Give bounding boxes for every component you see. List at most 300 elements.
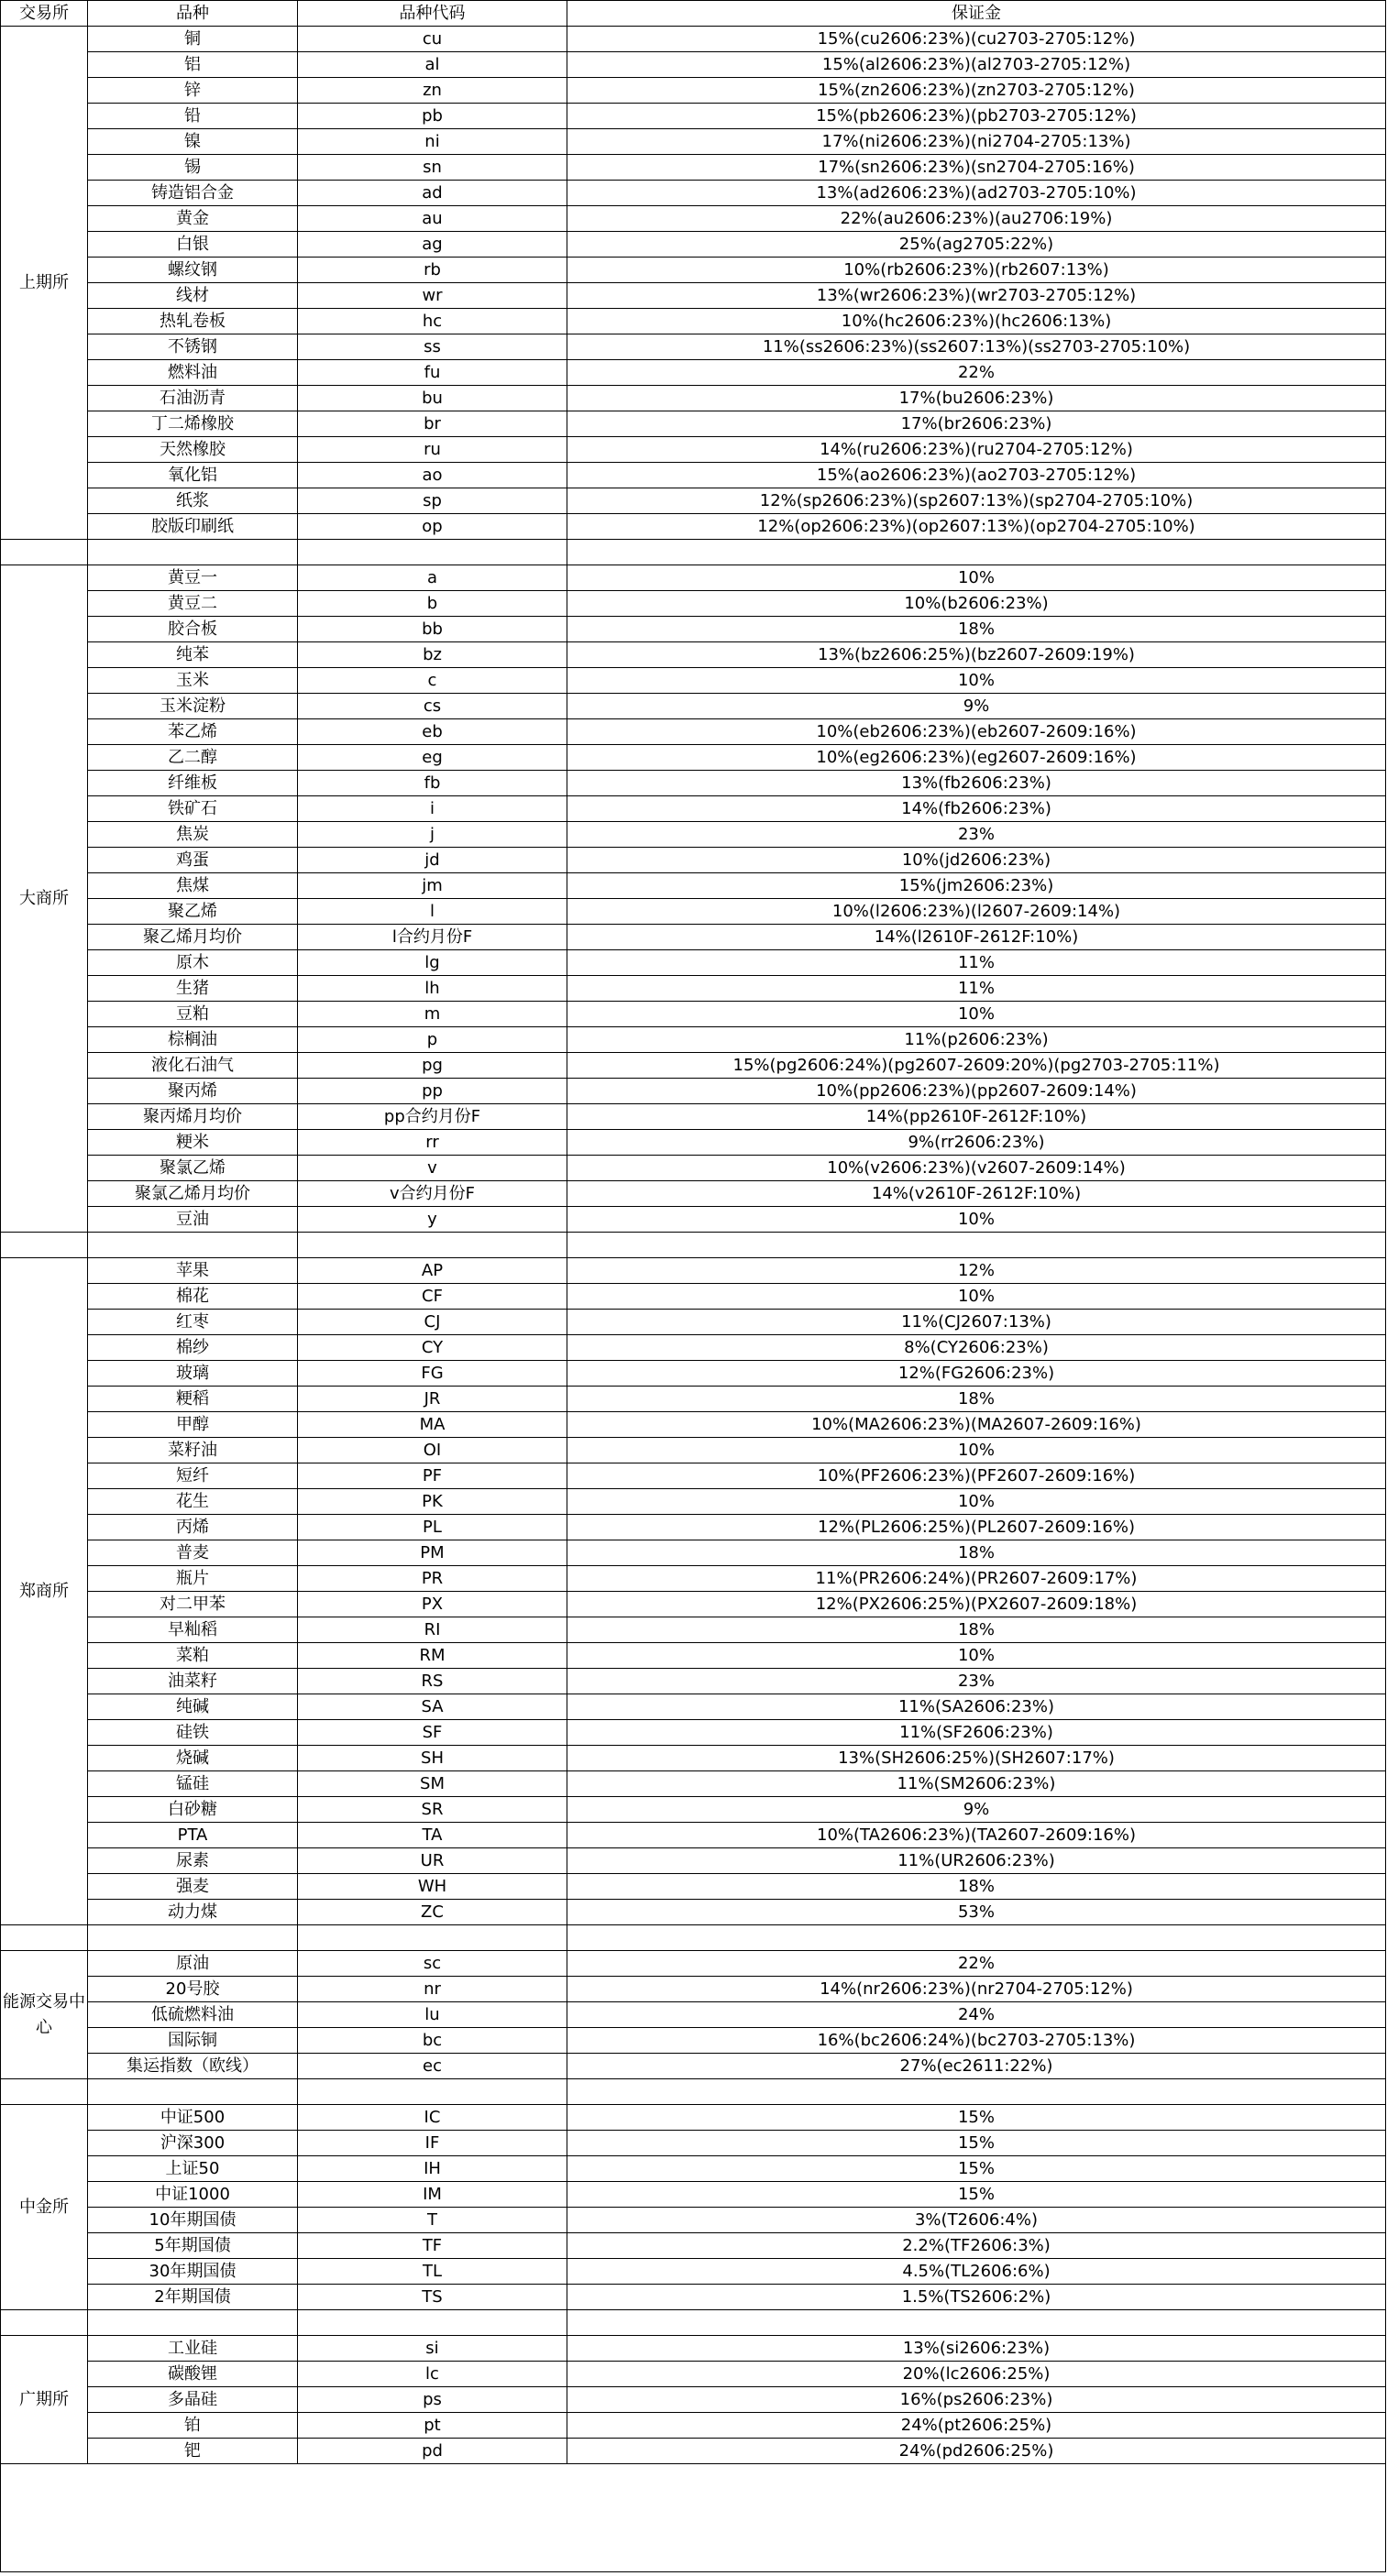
variety-cell[interactable]: 铸造铝合金 [88, 181, 298, 206]
margin-cell[interactable]: 10%(jd2606:23%) [567, 848, 1386, 873]
empty-cell[interactable] [88, 2079, 298, 2105]
margin-cell[interactable]: 16%(ps2606:23%) [567, 2387, 1386, 2413]
code-cell[interactable]: i [298, 796, 567, 822]
empty-cell[interactable] [88, 1233, 298, 1258]
variety-cell[interactable]: 白砂糖 [88, 1797, 298, 1823]
margin-cell[interactable]: 10% [567, 1002, 1386, 1027]
code-cell[interactable]: lh [298, 976, 567, 1002]
code-cell[interactable]: m [298, 1002, 567, 1027]
code-cell[interactable]: IH [298, 2156, 567, 2182]
margin-cell[interactable]: 14%(nr2606:23%)(nr2704-2705:12%) [567, 1977, 1386, 2002]
code-cell[interactable]: ag [298, 232, 567, 258]
code-cell[interactable]: SF [298, 1720, 567, 1746]
variety-cell[interactable]: 花生 [88, 1489, 298, 1515]
margin-cell[interactable]: 10%(eb2606:23%)(eb2607-2609:16%) [567, 719, 1386, 745]
code-cell[interactable]: cu [298, 27, 567, 52]
variety-cell[interactable]: 甲醇 [88, 1412, 298, 1438]
variety-cell[interactable]: 国际铜 [88, 2028, 298, 2054]
variety-cell[interactable]: 聚丙烯 [88, 1079, 298, 1104]
variety-cell[interactable]: 上证50 [88, 2156, 298, 2182]
variety-cell[interactable]: 纤维板 [88, 771, 298, 796]
header-variety[interactable]: 品种 [88, 1, 298, 27]
margin-cell[interactable]: 11%(SM2606:23%) [567, 1771, 1386, 1797]
code-cell[interactable]: v [298, 1156, 567, 1181]
code-cell[interactable]: pt [298, 2413, 567, 2439]
exchange-cell[interactable]: 广期所 [1, 2336, 88, 2464]
variety-cell[interactable]: 早籼稻 [88, 1617, 298, 1643]
margin-cell[interactable]: 18% [567, 1874, 1386, 1900]
variety-cell[interactable]: 锰硅 [88, 1771, 298, 1797]
code-cell[interactable]: PR [298, 1566, 567, 1592]
variety-cell[interactable]: 10年期国债 [88, 2208, 298, 2233]
margin-cell[interactable]: 11%(SA2606:23%) [567, 1694, 1386, 1720]
margin-cell[interactable]: 22%(au2606:23%)(au2706:19%) [567, 206, 1386, 232]
margin-cell[interactable]: 10% [567, 668, 1386, 694]
variety-cell[interactable]: 动力煤 [88, 1900, 298, 1925]
code-cell[interactable]: wr [298, 283, 567, 309]
code-cell[interactable]: lc [298, 2362, 567, 2387]
code-cell[interactable]: sp [298, 488, 567, 514]
empty-cell[interactable] [88, 540, 298, 565]
variety-cell[interactable]: 中证1000 [88, 2182, 298, 2208]
margin-cell[interactable]: 17%(bu2606:23%) [567, 386, 1386, 411]
margin-cell[interactable]: 10% [567, 1489, 1386, 1515]
margin-cell[interactable]: 11%(p2606:23%) [567, 1027, 1386, 1053]
margin-cell[interactable]: 13%(SH2606:25%)(SH2607:17%) [567, 1746, 1386, 1771]
variety-cell[interactable]: 粳稻 [88, 1387, 298, 1412]
margin-cell[interactable]: 3%(T2606:4%) [567, 2208, 1386, 2233]
code-cell[interactable]: j [298, 822, 567, 848]
margin-cell[interactable]: 18% [567, 1617, 1386, 1643]
variety-cell[interactable]: 锡 [88, 155, 298, 181]
code-cell[interactable]: RM [298, 1643, 567, 1669]
variety-cell[interactable]: 苯乙烯 [88, 719, 298, 745]
variety-cell[interactable]: 鸡蛋 [88, 848, 298, 873]
code-cell[interactable]: SR [298, 1797, 567, 1823]
code-cell[interactable]: rr [298, 1130, 567, 1156]
code-cell[interactable]: zn [298, 78, 567, 104]
variety-cell[interactable]: 线材 [88, 283, 298, 309]
margin-cell[interactable]: 1.5%(TS2606:2%) [567, 2285, 1386, 2310]
code-cell[interactable]: ao [298, 463, 567, 488]
code-cell[interactable]: SA [298, 1694, 567, 1720]
header-code[interactable]: 品种代码 [298, 1, 567, 27]
margin-cell[interactable]: 20%(lc2606:25%) [567, 2362, 1386, 2387]
code-cell[interactable]: si [298, 2336, 567, 2362]
code-cell[interactable]: RI [298, 1617, 567, 1643]
variety-cell[interactable]: 黄金 [88, 206, 298, 232]
variety-cell[interactable]: 玉米淀粉 [88, 694, 298, 719]
empty-cell[interactable] [298, 1233, 567, 1258]
margin-cell[interactable]: 10% [567, 1284, 1386, 1310]
variety-cell[interactable]: 棉花 [88, 1284, 298, 1310]
code-cell[interactable]: TF [298, 2233, 567, 2259]
empty-cell[interactable] [567, 2310, 1386, 2336]
code-cell[interactable]: fb [298, 771, 567, 796]
margin-cell[interactable]: 18% [567, 1387, 1386, 1412]
exchange-cell[interactable]: 郑商所 [1, 1258, 88, 1925]
margin-cell[interactable]: 10% [567, 1207, 1386, 1233]
margin-cell[interactable]: 27%(ec2611:22%) [567, 2054, 1386, 2079]
margin-cell[interactable]: 9% [567, 1797, 1386, 1823]
variety-cell[interactable]: 不锈钢 [88, 334, 298, 360]
margin-cell[interactable]: 17%(sn2606:23%)(sn2704-2705:16%) [567, 155, 1386, 181]
code-cell[interactable]: hc [298, 309, 567, 334]
variety-cell[interactable]: 铜 [88, 27, 298, 52]
variety-cell[interactable]: 瓶片 [88, 1566, 298, 1592]
margin-cell[interactable]: 4.5%(TL2606:6%) [567, 2259, 1386, 2285]
margin-cell[interactable]: 15%(pb2606:23%)(pb2703-2705:12%) [567, 104, 1386, 129]
variety-cell[interactable]: 集运指数（欧线） [88, 2054, 298, 2079]
code-cell[interactable]: PK [298, 1489, 567, 1515]
code-cell[interactable]: PX [298, 1592, 567, 1617]
code-cell[interactable]: ss [298, 334, 567, 360]
margin-cell[interactable]: 11%(SF2606:23%) [567, 1720, 1386, 1746]
empty-cell[interactable] [1, 1233, 88, 1258]
code-cell[interactable]: WH [298, 1874, 567, 1900]
code-cell[interactable]: sn [298, 155, 567, 181]
code-cell[interactable]: TL [298, 2259, 567, 2285]
code-cell[interactable]: eg [298, 745, 567, 771]
code-cell[interactable]: ps [298, 2387, 567, 2413]
code-cell[interactable]: nr [298, 1977, 567, 2002]
header-margin[interactable]: 保证金 [567, 1, 1386, 27]
variety-cell[interactable]: 玻璃 [88, 1361, 298, 1387]
empty-cell[interactable] [567, 540, 1386, 565]
margin-cell[interactable]: 15% [567, 2131, 1386, 2156]
code-cell[interactable]: bb [298, 617, 567, 642]
margin-cell[interactable]: 53% [567, 1900, 1386, 1925]
code-cell[interactable]: lu [298, 2002, 567, 2028]
empty-cell[interactable] [1, 2079, 88, 2105]
margin-cell[interactable]: 13%(si2606:23%) [567, 2336, 1386, 2362]
code-cell[interactable]: rb [298, 258, 567, 283]
variety-cell[interactable]: 铝 [88, 52, 298, 78]
variety-cell[interactable]: 烧碱 [88, 1746, 298, 1771]
variety-cell[interactable]: 5年期国债 [88, 2233, 298, 2259]
margin-cell[interactable]: 24%(pd2606:25%) [567, 2439, 1386, 2464]
margin-cell[interactable]: 15%(pg2606:24%)(pg2607-2609:20%)(pg2703-2705:11%) [567, 1053, 1386, 1079]
margin-cell[interactable]: 10%(PF2606:23%)(PF2607-2609:16%) [567, 1463, 1386, 1489]
code-cell[interactable]: PF [298, 1463, 567, 1489]
margin-cell[interactable]: 12%(FG2606:23%) [567, 1361, 1386, 1387]
variety-cell[interactable]: 碳酸锂 [88, 2362, 298, 2387]
variety-cell[interactable]: 原油 [88, 1951, 298, 1977]
code-cell[interactable]: ZC [298, 1900, 567, 1925]
margin-cell[interactable]: 15% [567, 2105, 1386, 2131]
empty-cell[interactable] [567, 2079, 1386, 2105]
variety-cell[interactable]: 聚乙烯 [88, 899, 298, 925]
code-cell[interactable]: lg [298, 950, 567, 976]
variety-cell[interactable]: 铅 [88, 104, 298, 129]
margin-cell[interactable]: 18% [567, 617, 1386, 642]
code-cell[interactable]: ec [298, 2054, 567, 2079]
empty-cell[interactable] [298, 1925, 567, 1951]
margin-cell[interactable]: 11%(ss2606:23%)(ss2607:13%)(ss2703-2705:10%) [567, 334, 1386, 360]
exchange-cell[interactable]: 上期所 [1, 27, 88, 540]
margin-cell[interactable]: 10%(b2606:23%) [567, 591, 1386, 617]
margin-cell[interactable]: 14%(fb2606:23%) [567, 796, 1386, 822]
margin-cell[interactable]: 13%(fb2606:23%) [567, 771, 1386, 796]
code-cell[interactable]: eb [298, 719, 567, 745]
variety-cell[interactable]: 铂 [88, 2413, 298, 2439]
code-cell[interactable]: TA [298, 1823, 567, 1848]
variety-cell[interactable]: 聚氯乙烯 [88, 1156, 298, 1181]
variety-cell[interactable]: 丁二烯橡胶 [88, 411, 298, 437]
empty-cell[interactable] [1, 1925, 88, 1951]
variety-cell[interactable]: 白银 [88, 232, 298, 258]
margin-cell[interactable]: 10%(eg2606:23%)(eg2607-2609:16%) [567, 745, 1386, 771]
code-cell[interactable]: pp合约月份F [298, 1104, 567, 1130]
code-cell[interactable]: T [298, 2208, 567, 2233]
code-cell[interactable]: op [298, 514, 567, 540]
variety-cell[interactable]: PTA [88, 1823, 298, 1848]
variety-cell[interactable]: 豆油 [88, 1207, 298, 1233]
margin-cell[interactable]: 10% [567, 1438, 1386, 1463]
variety-cell[interactable]: 镍 [88, 129, 298, 155]
variety-cell[interactable]: 热轧卷板 [88, 309, 298, 334]
empty-cell[interactable] [298, 540, 567, 565]
margin-cell[interactable]: 15%(zn2606:23%)(zn2703-2705:12%) [567, 78, 1386, 104]
variety-cell[interactable]: 氧化铝 [88, 463, 298, 488]
code-cell[interactable]: UR [298, 1848, 567, 1874]
variety-cell[interactable]: 中证500 [88, 2105, 298, 2131]
variety-cell[interactable]: 纯碱 [88, 1694, 298, 1720]
margin-cell[interactable]: 13%(ad2606:23%)(ad2703-2705:10%) [567, 181, 1386, 206]
code-cell[interactable]: pp [298, 1079, 567, 1104]
variety-cell[interactable]: 丙烯 [88, 1515, 298, 1540]
margin-cell[interactable]: 12%(op2606:23%)(op2607:13%)(op2704-2705:10%) [567, 514, 1386, 540]
code-cell[interactable]: ni [298, 129, 567, 155]
variety-cell[interactable]: 聚氯乙烯月均价 [88, 1181, 298, 1207]
margin-cell[interactable]: 15% [567, 2182, 1386, 2208]
code-cell[interactable]: y [298, 1207, 567, 1233]
variety-cell[interactable]: 多晶硅 [88, 2387, 298, 2413]
variety-cell[interactable]: 胶版印刷纸 [88, 514, 298, 540]
variety-cell[interactable]: 乙二醇 [88, 745, 298, 771]
code-cell[interactable]: SM [298, 1771, 567, 1797]
code-cell[interactable]: pg [298, 1053, 567, 1079]
margin-cell[interactable]: 9% [567, 694, 1386, 719]
code-cell[interactable]: TS [298, 2285, 567, 2310]
code-cell[interactable]: pb [298, 104, 567, 129]
margin-cell[interactable]: 10%(v2606:23%)(v2607-2609:14%) [567, 1156, 1386, 1181]
code-cell[interactable]: IF [298, 2131, 567, 2156]
variety-cell[interactable]: 焦煤 [88, 873, 298, 899]
variety-cell[interactable]: 菜籽油 [88, 1438, 298, 1463]
variety-cell[interactable]: 天然橡胶 [88, 437, 298, 463]
code-cell[interactable]: l合约月份F [298, 925, 567, 950]
variety-cell[interactable]: 聚乙烯月均价 [88, 925, 298, 950]
margin-cell[interactable]: 13%(wr2606:23%)(wr2703-2705:12%) [567, 283, 1386, 309]
margin-cell[interactable]: 10% [567, 1643, 1386, 1669]
variety-cell[interactable]: 生猪 [88, 976, 298, 1002]
margin-cell[interactable]: 11%(PR2606:24%)(PR2607-2609:17%) [567, 1566, 1386, 1592]
variety-cell[interactable]: 钯 [88, 2439, 298, 2464]
variety-cell[interactable]: 棉纱 [88, 1335, 298, 1361]
variety-cell[interactable]: 纯苯 [88, 642, 298, 668]
code-cell[interactable]: AP [298, 1258, 567, 1284]
empty-cell[interactable] [567, 1233, 1386, 1258]
code-cell[interactable]: RS [298, 1669, 567, 1694]
code-cell[interactable]: IC [298, 2105, 567, 2131]
empty-cell[interactable] [567, 1925, 1386, 1951]
margin-cell[interactable]: 11% [567, 976, 1386, 1002]
margin-cell[interactable]: 14%(pp2610F-2612F:10%) [567, 1104, 1386, 1130]
code-cell[interactable]: ru [298, 437, 567, 463]
margin-cell[interactable]: 10%(pp2606:23%)(pp2607-2609:14%) [567, 1079, 1386, 1104]
exchange-cell[interactable]: 大商所 [1, 565, 88, 1233]
header-exchange[interactable]: 交易所 [1, 1, 88, 27]
code-cell[interactable]: IM [298, 2182, 567, 2208]
variety-cell[interactable]: 原木 [88, 950, 298, 976]
code-cell[interactable]: p [298, 1027, 567, 1053]
variety-cell[interactable]: 短纤 [88, 1463, 298, 1489]
empty-cell[interactable] [1, 540, 88, 565]
margin-cell[interactable]: 8%(CY2606:23%) [567, 1335, 1386, 1361]
margin-cell[interactable]: 22% [567, 360, 1386, 386]
code-cell[interactable]: MA [298, 1412, 567, 1438]
empty-cell[interactable] [88, 1925, 298, 1951]
margin-cell[interactable]: 11% [567, 950, 1386, 976]
variety-cell[interactable]: 普麦 [88, 1540, 298, 1566]
variety-cell[interactable]: 液化石油气 [88, 1053, 298, 1079]
code-cell[interactable]: jd [298, 848, 567, 873]
margin-cell[interactable]: 15% [567, 2156, 1386, 2182]
margin-cell[interactable]: 12%(PL2606:25%)(PL2607-2609:16%) [567, 1515, 1386, 1540]
variety-cell[interactable]: 锌 [88, 78, 298, 104]
variety-cell[interactable]: 黄豆二 [88, 591, 298, 617]
variety-cell[interactable]: 2年期国债 [88, 2285, 298, 2310]
variety-cell[interactable]: 黄豆一 [88, 565, 298, 591]
empty-cell[interactable] [298, 2079, 567, 2105]
code-cell[interactable]: bc [298, 2028, 567, 2054]
empty-cell[interactable] [1, 2310, 88, 2336]
code-cell[interactable]: SH [298, 1746, 567, 1771]
variety-cell[interactable]: 尿素 [88, 1848, 298, 1874]
margin-cell[interactable]: 16%(bc2606:24%)(bc2703-2705:13%) [567, 2028, 1386, 2054]
variety-cell[interactable]: 石油沥青 [88, 386, 298, 411]
code-cell[interactable]: CJ [298, 1310, 567, 1335]
margin-cell[interactable]: 12% [567, 1258, 1386, 1284]
code-cell[interactable]: CF [298, 1284, 567, 1310]
code-cell[interactable]: v合约月份F [298, 1181, 567, 1207]
code-cell[interactable]: bz [298, 642, 567, 668]
margin-cell[interactable]: 9%(rr2606:23%) [567, 1130, 1386, 1156]
margin-cell[interactable]: 22% [567, 1951, 1386, 1977]
variety-cell[interactable]: 油菜籽 [88, 1669, 298, 1694]
code-cell[interactable]: PM [298, 1540, 567, 1566]
variety-cell[interactable]: 粳米 [88, 1130, 298, 1156]
code-cell[interactable]: au [298, 206, 567, 232]
variety-cell[interactable]: 对二甲苯 [88, 1592, 298, 1617]
exchange-cell[interactable]: 中金所 [1, 2105, 88, 2310]
variety-cell[interactable]: 聚丙烯月均价 [88, 1104, 298, 1130]
margin-cell[interactable]: 15%(jm2606:23%) [567, 873, 1386, 899]
margin-cell[interactable]: 2.2%(TF2606:3%) [567, 2233, 1386, 2259]
code-cell[interactable]: cs [298, 694, 567, 719]
variety-cell[interactable]: 焦炭 [88, 822, 298, 848]
code-cell[interactable]: OI [298, 1438, 567, 1463]
margin-cell[interactable]: 15%(ao2606:23%)(ao2703-2705:12%) [567, 463, 1386, 488]
margin-cell[interactable]: 23% [567, 1669, 1386, 1694]
empty-cell[interactable] [298, 2310, 567, 2336]
margin-cell[interactable]: 14%(v2610F-2612F:10%) [567, 1181, 1386, 1207]
margin-cell[interactable]: 14%(ru2606:23%)(ru2704-2705:12%) [567, 437, 1386, 463]
variety-cell[interactable]: 棕榈油 [88, 1027, 298, 1053]
variety-cell[interactable]: 玉米 [88, 668, 298, 694]
exchange-cell[interactable]: 能源交易中心 [1, 1951, 88, 2079]
variety-cell[interactable]: 螺纹钢 [88, 258, 298, 283]
code-cell[interactable]: a [298, 565, 567, 591]
variety-cell[interactable]: 燃料油 [88, 360, 298, 386]
code-cell[interactable]: al [298, 52, 567, 78]
code-cell[interactable]: br [298, 411, 567, 437]
variety-cell[interactable]: 20号胶 [88, 1977, 298, 2002]
code-cell[interactable]: PL [298, 1515, 567, 1540]
variety-cell[interactable]: 强麦 [88, 1874, 298, 1900]
variety-cell[interactable]: 工业硅 [88, 2336, 298, 2362]
variety-cell[interactable]: 豆粕 [88, 1002, 298, 1027]
margin-cell[interactable]: 10%(l2606:23%)(l2607-2609:14%) [567, 899, 1386, 925]
variety-cell[interactable]: 铁矿石 [88, 796, 298, 822]
variety-cell[interactable]: 胶合板 [88, 617, 298, 642]
code-cell[interactable]: FG [298, 1361, 567, 1387]
variety-cell[interactable]: 红枣 [88, 1310, 298, 1335]
code-cell[interactable]: CY [298, 1335, 567, 1361]
code-cell[interactable]: b [298, 591, 567, 617]
variety-cell[interactable]: 硅铁 [88, 1720, 298, 1746]
margin-cell[interactable]: 18% [567, 1540, 1386, 1566]
code-cell[interactable]: sc [298, 1951, 567, 1977]
margin-cell[interactable]: 23% [567, 822, 1386, 848]
code-cell[interactable]: pd [298, 2439, 567, 2464]
margin-cell[interactable]: 12%(sp2606:23%)(sp2607:13%)(sp2704-2705:10%) [567, 488, 1386, 514]
margin-cell[interactable]: 12%(PX2606:25%)(PX2607-2609:18%) [567, 1592, 1386, 1617]
margin-cell[interactable]: 10%(rb2606:23%)(rb2607:13%) [567, 258, 1386, 283]
margin-cell[interactable]: 25%(ag2705:22%) [567, 232, 1386, 258]
margin-cell[interactable]: 24% [567, 2002, 1386, 2028]
variety-cell[interactable]: 沪深300 [88, 2131, 298, 2156]
code-cell[interactable]: JR [298, 1387, 567, 1412]
margin-cell[interactable]: 15%(cu2606:23%)(cu2703-2705:12%) [567, 27, 1386, 52]
variety-cell[interactable]: 苹果 [88, 1258, 298, 1284]
margin-cell[interactable]: 13%(bz2606:25%)(bz2607-2609:19%) [567, 642, 1386, 668]
variety-cell[interactable]: 菜粕 [88, 1643, 298, 1669]
empty-cell[interactable] [88, 2310, 298, 2336]
variety-cell[interactable]: 纸浆 [88, 488, 298, 514]
margin-cell[interactable]: 11%(UR2606:23%) [567, 1848, 1386, 1874]
code-cell[interactable]: c [298, 668, 567, 694]
variety-cell[interactable]: 低硫燃料油 [88, 2002, 298, 2028]
variety-cell[interactable]: 30年期国债 [88, 2259, 298, 2285]
margin-cell[interactable]: 11%(CJ2607:13%) [567, 1310, 1386, 1335]
margin-cell[interactable]: 24%(pt2606:25%) [567, 2413, 1386, 2439]
code-cell[interactable]: l [298, 899, 567, 925]
margin-cell[interactable]: 10%(TA2606:23%)(TA2607-2609:16%) [567, 1823, 1386, 1848]
code-cell[interactable]: jm [298, 873, 567, 899]
margin-cell[interactable]: 17%(br2606:23%) [567, 411, 1386, 437]
code-cell[interactable]: fu [298, 360, 567, 386]
empty-cell[interactable] [1, 2464, 1386, 2572]
margin-cell[interactable]: 15%(al2606:23%)(al2703-2705:12%) [567, 52, 1386, 78]
margin-cell[interactable]: 10%(hc2606:23%)(hc2606:13%) [567, 309, 1386, 334]
margin-cell[interactable]: 14%(l2610F-2612F:10%) [567, 925, 1386, 950]
margin-cell[interactable]: 10%(MA2606:23%)(MA2607-2609:16%) [567, 1412, 1386, 1438]
code-cell[interactable]: bu [298, 386, 567, 411]
code-cell[interactable]: ad [298, 181, 567, 206]
margin-cell[interactable]: 10% [567, 565, 1386, 591]
